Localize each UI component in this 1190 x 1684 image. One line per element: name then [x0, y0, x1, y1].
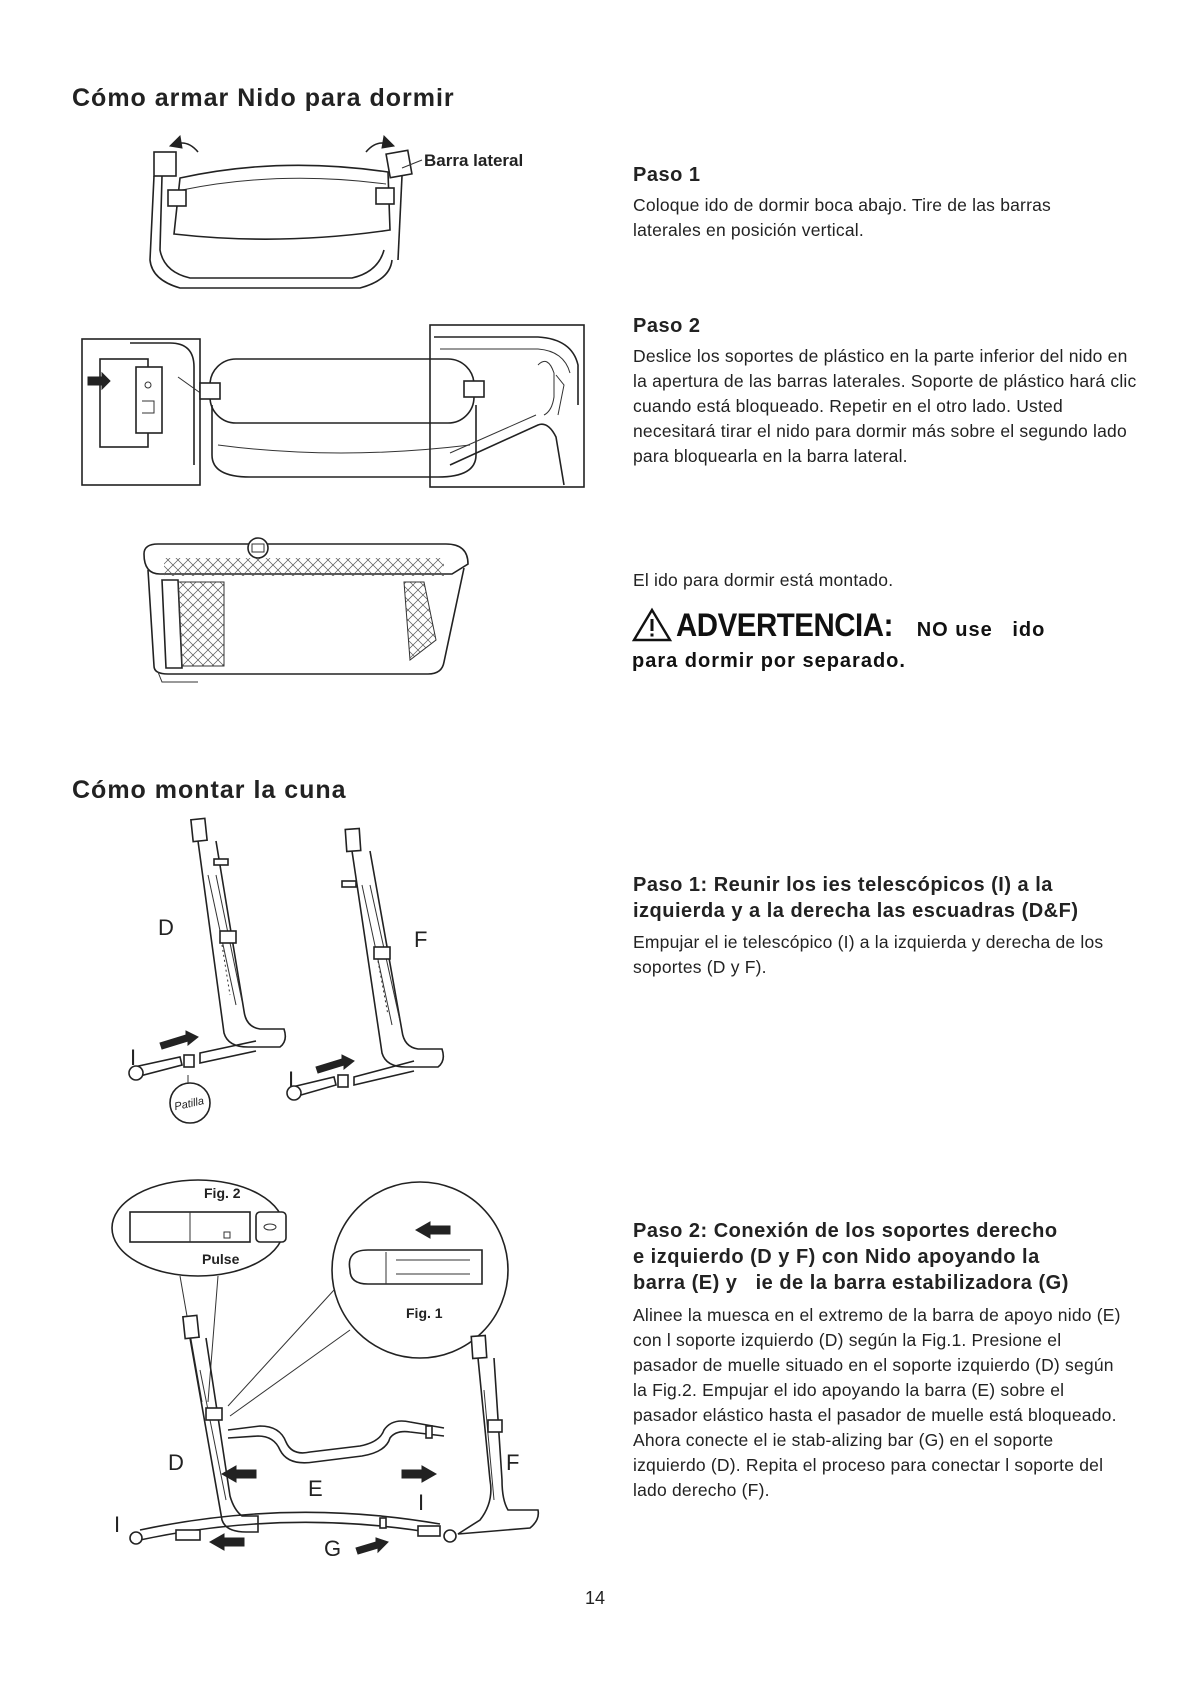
- label-i-left-bottom: I: [114, 1512, 121, 1537]
- label-i-right-top: I: [288, 1067, 295, 1092]
- paso2-title-nido: Paso 2: [633, 315, 701, 337]
- warning-text-b: para dormir por separado.: [632, 650, 906, 672]
- section-title-cuna: Cómo montar la cuna: [72, 776, 347, 804]
- label-fig1: Fig. 1: [406, 1305, 443, 1321]
- paso1-text-nido: Coloque ido de dormir boca abajo. Tire de las barras laterales en posición vertical.: [633, 195, 1051, 240]
- label-f-bottom: F: [506, 1450, 520, 1475]
- paso2-title-cuna-line2: e izquierdo (D y F) con Nido apoyando la: [633, 1246, 1040, 1268]
- warning-label: ADVERTENCIA:: [676, 607, 894, 643]
- paso1-title-cuna-line2: izquierda y a la derecha las escuadras (D&F): [633, 900, 1079, 922]
- label-f-top: F: [414, 927, 428, 952]
- label-i-left-top: I: [130, 1045, 137, 1070]
- page-number: 14: [584, 1588, 606, 1608]
- figure-paso1-nest: [140, 130, 560, 290]
- paso2-title-cuna-line3: barra (E) y ie de la barra estabilizadora (G): [633, 1272, 1069, 1294]
- label-g: G: [324, 1536, 342, 1561]
- figure-assembled-nest: [138, 540, 478, 685]
- paso2-text-nido: Deslice los soportes de plástico en la parte inferior del nido en la apertura de las barras laterales. Soporte de plástico hará clic cuando está bloqueado. Repetir en el otro lado. Usted necesitará tirar el nido para dormir más sobre el segundo lado para bloquearla en la barra lateral.: [633, 346, 1137, 466]
- paso2-text-cuna: Alinee la muesca en el extremo de la barra de apoyo nido (E) con l soporte izquierdo (D) según la Fig.1. Presione el pasador de muelle situado en el soporte izquierdo (D) según la Fig.2. Empujar el ido apoyando la barra (E) sobre el pasador elástico hasta el pasador de muelle está bloqueado. Ahora conecte el ie stab-alizing bar (G) en el soporte izquierdo (D). Repita el proceso para conectar l soporte del lado derecho (F).: [633, 1305, 1121, 1500]
- warning-text-a: NO use ido: [916, 619, 1046, 641]
- label-pulse: Pulse: [202, 1251, 240, 1267]
- figure-paso1-legs: [120, 815, 480, 1125]
- paso1-text-cuna: Empujar el ie telescópico (I) a la izquierda y derecha de los soportes (D y F).: [633, 932, 1104, 977]
- warning-line1: [632, 607, 1152, 644]
- label-i-right-bottom: I: [418, 1490, 425, 1515]
- paso2-title-cuna-line1: Paso 2: Conexión de los soportes derecho: [633, 1220, 1058, 1242]
- warning-icon: [632, 608, 672, 642]
- paso1-title-cuna-line1: Paso 1: Reunir los ies telescópicos (I) a la: [633, 874, 1053, 896]
- label-fig2: Fig. 2: [204, 1185, 241, 1201]
- label-barra-lateral: Barra lateral: [424, 151, 524, 170]
- label-d-top: D: [158, 915, 174, 940]
- section-title-nido: Cómo armar Nido para dormir: [72, 84, 455, 112]
- figure-paso2-assembly: [110, 1180, 560, 1560]
- assembled-text: El ido para dormir está montado.: [633, 570, 894, 590]
- label-d-bottom: D: [168, 1450, 184, 1475]
- paso1-title-nido: Paso 1: [633, 164, 701, 186]
- label-e: E: [308, 1476, 323, 1501]
- figure-paso2-nest: [78, 325, 588, 495]
- label-patilla: Patilla: [173, 1095, 206, 1114]
